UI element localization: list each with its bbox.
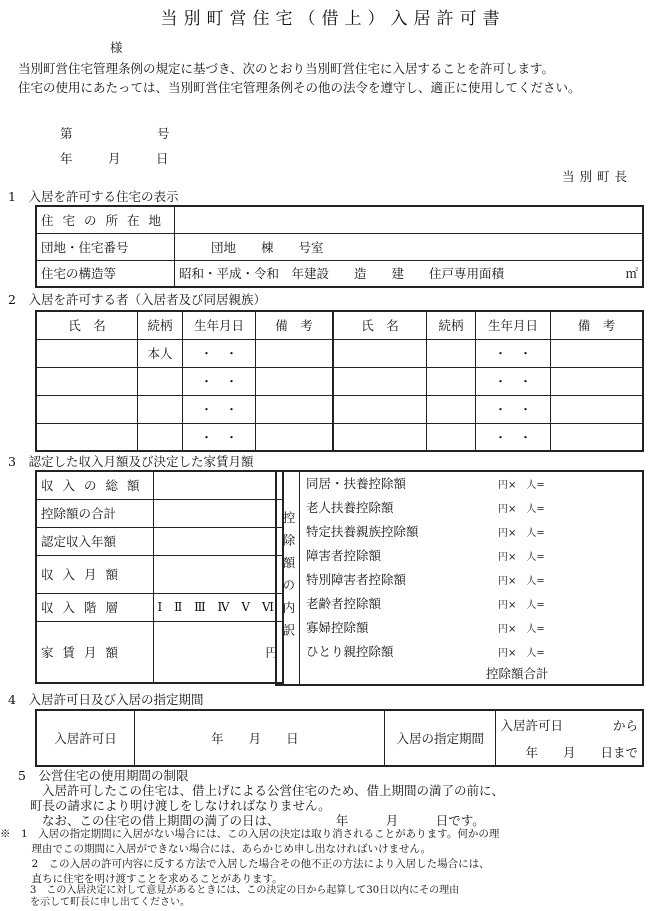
class-option: Ⅱ [174,600,187,614]
header-dob-right: 生年月日 [476,311,551,339]
class-option: Ⅵ [261,600,278,614]
dob-cell: ・ ・ [183,367,256,395]
note-line: 2 この入居の許可内容に反する方法で入居した場合その他不正の方法により入居した場合には、 [0,858,490,870]
section4-heading: 4 入居許可日及び入居の指定期間 [8,692,204,707]
income-class-options [153,593,283,621]
label-annual-income: 認定収入年額 [36,527,153,555]
deduction-side-label: 控除額の内訳 [281,510,296,646]
doc-number-go: 号 [157,126,170,141]
dob-cell: ・ ・ [476,339,551,367]
header-relation-left: 続柄 [138,311,183,339]
header-relation-right: 続柄 [427,311,476,339]
label-permit-date: 入居許可日 [36,710,135,766]
income-table [35,470,284,684]
intro-line-2: 住宅の使用にあたっては、当別町営住宅管理条例その他の法令を遵守し、適正に使用してください。 [18,80,581,95]
dob-cell: ・ ・ [183,395,256,423]
doc-date-year: 年 [60,151,73,166]
deduction-row: 同居・扶養控除額 円× 人= [306,476,545,491]
relation-cell [138,367,183,395]
doc-date-month: 月 [108,151,121,166]
label-rent: 家賃月額 [36,621,153,683]
header-dob-left: 生年月日 [183,311,256,339]
section4-table [35,709,644,767]
note-line: を示して町長に申し出てください。 [0,897,190,908]
section2-table [35,310,644,452]
note-line: 3 この入居決定に対して意見があるときには、この決定の日から起算して30日以内にその理由 [0,885,460,896]
label-unit-number: 団地・住宅番号 [36,233,175,260]
dob-cell: ・ ・ [476,367,551,395]
label-monthly-income: 収入月額 [36,555,153,593]
deduction-row: 寡婦控除額 円× 人= [306,620,545,635]
section5-line-1: 入居許可したこの住宅は、借上げによる公営住宅のため、借上期間の満了の前に、 [42,783,505,798]
class-option: Ⅴ [241,600,254,614]
section5-heading: 5 公営住宅の使用期間の制限 [18,768,189,783]
value-period-from: 入居許可日 から [496,710,643,738]
table-row [36,395,643,423]
value-structure: 昭和・平成・令和 年建設 造 建 住戸専用面積 [179,266,505,282]
note-line: ※ 1 入居の指定期間に入居がない場合には、この入居の決定は取り消されることがあります。何かの理 [0,828,500,840]
value-period-to: 年 月 日まで [496,738,643,766]
relation-cell [138,395,183,423]
intro-line-1: 当別町営住宅管理条例の規定に基づき、次のとおり当別町営住宅に入居することを許可します。 [18,61,555,76]
deduction-row: 障害者控除額 円× 人= [306,548,545,563]
deduction-total-label: 控除額合計 [486,666,549,681]
class-option: Ⅳ [217,600,234,614]
deduction-row: ひとり親控除額 円× 人= [306,644,545,659]
deduction-row: 老齢者控除額 円× 人= [306,596,545,611]
section1-heading: 1 入居を許可する住宅の表示 [8,189,179,204]
section1-table [35,205,644,288]
section5-line-3: なお、この住宅の借上期間の満了の日は、 年 月 日です。 [42,813,485,828]
label-structure: 住宅の構造等 [36,260,175,287]
table-row [36,367,643,395]
deduction-table [275,470,644,686]
section3-heading: 3 認定した収入月額及び決定した家賃月額 [8,454,254,469]
value-address [175,206,643,233]
label-income-class: 収入階層 [36,593,153,621]
deduction-row: 特別障害者控除額 円× 人= [306,572,545,587]
value-unit-number: 団地 棟 号室 [175,233,643,260]
dob-cell: ・ ・ [476,395,551,423]
table-row [36,423,643,451]
header-note-right: 備 考 [551,311,644,339]
deduction-row: 老人扶養控除額 円× 人= [306,500,545,515]
document-title: 当別町営住宅（借上）入居許可書 [160,9,506,29]
rent-unit: 円 [153,621,283,683]
value-permit-date: 年 月 日 [135,710,385,766]
dob-cell: ・ ・ [183,423,256,451]
note-line: 直ちに住宅を明け渡すことを求めることがあります。 [0,873,283,885]
note-line: 理由でこの期間に入居ができない場合には、あらかじめ申し出なければいけません。 [0,843,432,855]
issuer: 当別町長 [562,169,633,184]
label-total-income: 収入の総額 [36,471,153,499]
section2-heading: 2 入居を許可する者（入居者及び同居親族） [8,292,266,307]
addressee-suffix: 様 [110,40,123,55]
relation-cell [138,423,183,451]
dob-cell: ・ ・ [476,423,551,451]
doc-number-dai: 第 [60,126,73,141]
label-deduction-total: 控除額の合計 [36,499,153,527]
table-row [36,339,643,367]
header-name-left: 氏 名 [36,311,138,339]
section5-line-2: 町長の請求により明け渡しをしなければなりません。 [30,798,331,813]
doc-date-day: 日 [156,151,169,166]
relation-cell: 本人 [138,339,183,367]
class-option: Ⅰ [157,600,167,614]
class-option: Ⅲ [194,600,210,614]
header-note-left: 備 考 [256,311,334,339]
area-unit: ㎡ [625,266,638,282]
label-address: 住宅の所在地 [36,206,175,233]
deduction-row: 特定扶養親族控除額 円× 人= [306,524,545,539]
label-period: 入居の指定期間 [385,710,496,766]
header-name-right: 氏 名 [333,311,427,339]
dob-cell: ・ ・ [183,339,256,367]
